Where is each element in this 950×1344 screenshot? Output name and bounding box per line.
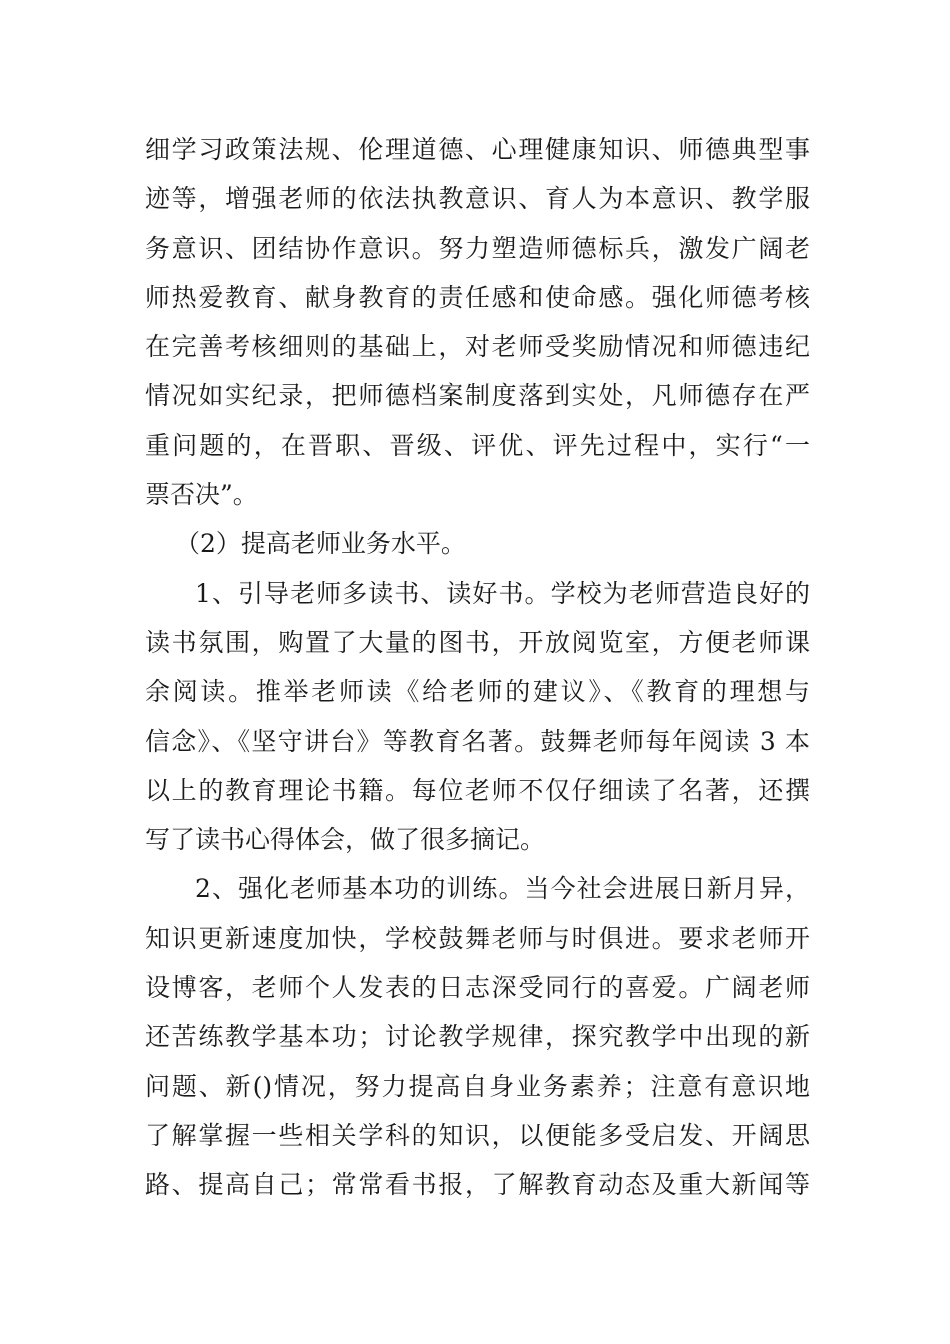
text-line: 设博客，老师个人发表的日志深受同行的喜爱。广阔老师 bbox=[145, 973, 810, 1003]
section-subheading bbox=[145, 519, 810, 568]
document-page bbox=[145, 125, 810, 1210]
text-line: 细学习政策法规、伦理道德、心理健康知识、师德典型事 bbox=[145, 135, 810, 164]
text-line: 迹等，增强老师的依法执教意识、育人为本意识、教学服 bbox=[145, 184, 810, 214]
text-line: 师热爱教育、献身教育的责任感和使命感。强化师德考核 bbox=[145, 282, 810, 312]
text-line: 2、强化老师基本功的训练。当今社会进展日新月异， bbox=[195, 874, 810, 904]
subheading-text: （2）提高老师业务水平。 bbox=[175, 529, 466, 559]
text-line: 路、提高自己；常常看书报，了解教育动态及重大新闻等 bbox=[145, 1170, 810, 1200]
text-line: 读书氛围，购置了大量的图书，开放阅览室，方便老师课 bbox=[145, 627, 810, 657]
text-line: 情况如实纪录，把师德档案制度落到实处，凡师德存在严 bbox=[145, 381, 810, 411]
text-line: 在完善考核细则的基础上，对老师受奖励情况和师德违纪 bbox=[145, 332, 810, 362]
text-line: 写了读书心得体会，做了很多摘记。 bbox=[145, 825, 546, 855]
text-line: 知识更新速度加快，学校鼓舞老师与时俱进。要求老师开 bbox=[145, 923, 810, 953]
text-line: 还苦练教学基本功；讨论教学规律，探究教学中出现的新 bbox=[145, 1022, 810, 1052]
text-line: 1、引导老师多读书、读好书。学校为老师营造良好的 bbox=[195, 578, 810, 608]
paragraph-continuation bbox=[145, 125, 810, 519]
text-line: 余阅读。推举老师读《给老师的建议》、《教育的理想与 bbox=[145, 677, 810, 707]
text-line: 票否决”。 bbox=[145, 480, 258, 510]
paragraph-training bbox=[145, 864, 810, 1209]
text-line: 问题、新()情况，努力提高自身业务素养；注意有意识地 bbox=[145, 1071, 810, 1101]
text-line: 重问题的，在晋职、晋级、评优、评先过程中，实行“一 bbox=[145, 430, 810, 460]
text-line: 以上的教育理论书籍。每位老师不仅仔细读了名著，还撰 bbox=[145, 775, 810, 805]
text-line: 信念》、《坚守讲台》等教育名著。鼓舞老师每年阅读 3 本 bbox=[145, 726, 810, 756]
paragraph-reading bbox=[145, 569, 810, 865]
text-line: 务意识、团结协作意识。努力塑造师德标兵，激发广阔老 bbox=[145, 233, 810, 263]
text-line: 了解掌握一些相关学科的知识，以便能多受启发、开阔思 bbox=[145, 1120, 810, 1150]
